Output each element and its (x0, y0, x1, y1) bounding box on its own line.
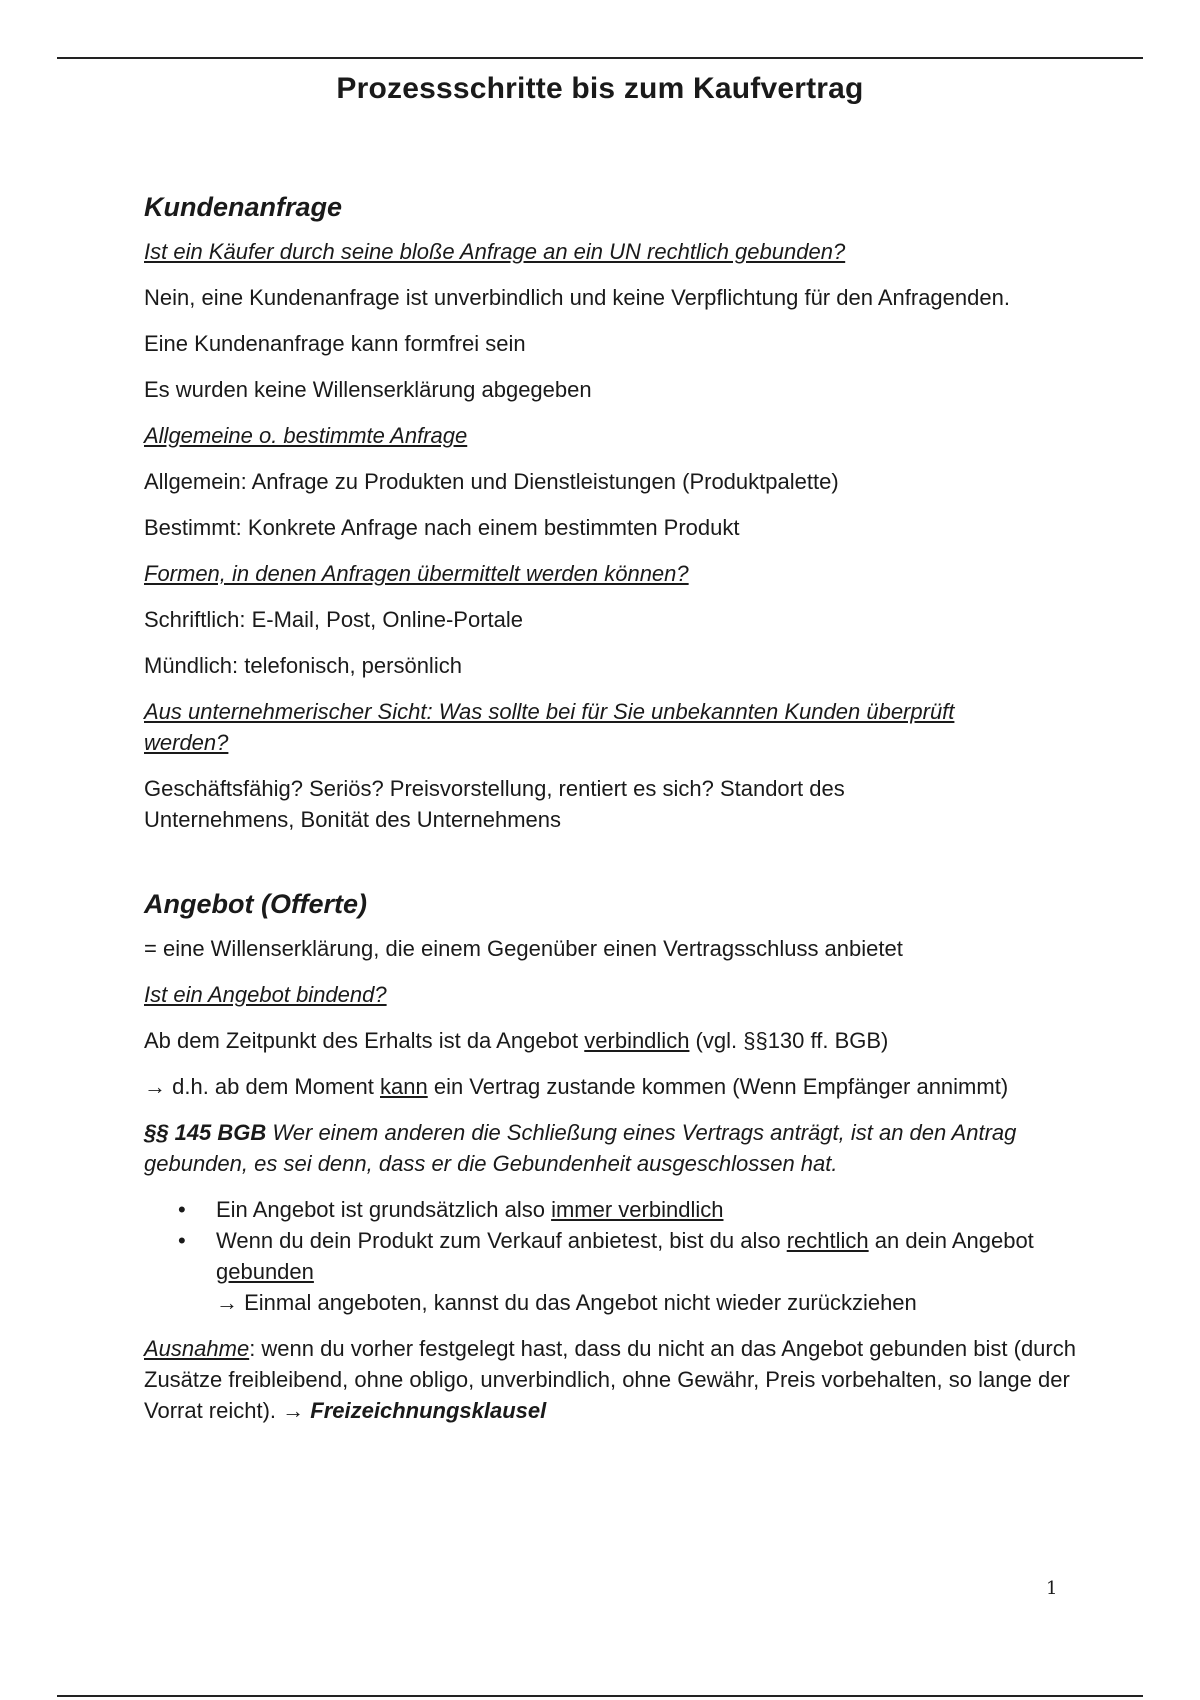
text-segment: (vgl. §§130 ff. BGB) (689, 1028, 889, 1053)
underlined-term: rechtlich (786, 1228, 869, 1253)
law-text: Wer einem anderen die Schließung eines Vertrags anträgt, ist an den Antrag gebunden, es sei denn, dass er die Gebundenheit ausgeschlossen hat. (144, 1120, 1017, 1176)
answer-schriftlich: Schriftlich: E-Mail, Post, Online-Portale (144, 607, 524, 632)
arrow-note: → Einmal angeboten, kannst du das Angebot nicht wieder zurückziehen (216, 1290, 917, 1315)
answer-formfrei: Eine Kundenanfrage kann formfrei sein (144, 331, 526, 356)
answer-willenserklaerung: Es wurden keine Willenserklärung abgegeben (144, 377, 592, 402)
bullet-list (144, 1194, 1104, 1318)
page-title: Prozessschritte bis zum Kaufvertrag (336, 72, 864, 105)
page-number: 1 (1046, 1578, 1058, 1599)
law-reference: §§ 145 BGB (144, 1120, 267, 1145)
text-segment: Ab dem Zeitpunkt des Erhalts ist da Angebot (144, 1028, 585, 1053)
answer-unverbindlich: Nein, eine Kundenanfrage ist unverbindlich und keine Verpflichtung für den Anfragenden. (144, 285, 1010, 310)
underlined-term: kann (380, 1074, 428, 1099)
question-angebot-bindend: Ist ein Angebot bindend? (144, 982, 387, 1007)
top-rule (57, 57, 1143, 59)
answer-muendlich: Mündlich: telefonisch, persönlich (144, 653, 462, 678)
paragraph-zeitpunkt (144, 1025, 1104, 1056)
text-segment: an dein Angebot (868, 1228, 1034, 1253)
law-quote (144, 1117, 1104, 1179)
text-segment: → d.h. ab dem Moment (144, 1074, 380, 1099)
underlined-term: Ausnahme (144, 1336, 250, 1361)
question-formen: Formen, in denen Anfragen übermittelt werden können? (144, 561, 689, 586)
section-heading-angebot: Angebot (Offerte) (144, 889, 367, 919)
text-segment: : wenn du vorher festgelegt hast, dass du nicht an das Angebot gebunden bist (durch Zusätze freibleibend, ohne obligo, unverbindlich, ohne Gewähr, Preis vorbehalten, so lange der Vorrat reicht). → (144, 1336, 1076, 1423)
definition-angebot: = eine Willenserklärung, die einem Gegenüber einen Vertragsschluss anbietet (144, 936, 903, 961)
paragraph-ausnahme (144, 1333, 1104, 1426)
underlined-term: immer verbindlich (551, 1197, 724, 1222)
question-bindung: Ist ein Käufer durch seine bloße Anfrage an ein UN rechtlich gebunden? (144, 239, 846, 264)
underlined-term: gebunden (216, 1259, 314, 1284)
underlined-term: verbindlich (584, 1028, 690, 1053)
bottom-rule (57, 1695, 1143, 1697)
answer-pruefung: Geschäftsfähig? Seriös? Preisvorstellung, rentiert es sich? Standort des Unternehmens, Bonität des Unternehmens (144, 776, 845, 832)
keyword-freizeichnungsklausel: Freizeichnungsklausel (310, 1398, 547, 1423)
section-heading-kundenanfrage: Kundenanfrage (144, 192, 343, 222)
question-anfrage-art: Allgemeine o. bestimmte Anfrage (144, 423, 468, 448)
answer-allgemein: Allgemein: Anfrage zu Produkten und Dienstleistungen (Produktpalette) (144, 469, 839, 494)
list-item (216, 1194, 1104, 1225)
paragraph-vertrag (144, 1071, 1104, 1102)
text-segment: ein Vertrag zustande kommen (Wenn Empfänger annimmt) (427, 1074, 1009, 1099)
question-pruefung: Aus unternehmerischer Sicht: Was sollte bei für Sie unbekannten Kunden überprüft werden? (144, 699, 955, 755)
text-segment: Wenn du dein Produkt zum Verkauf anbietest, bist du also (216, 1228, 787, 1253)
text-segment: Ein Angebot ist grundsätzlich also (216, 1197, 552, 1222)
answer-bestimmt: Bestimmt: Konkrete Anfrage nach einem bestimmten Produkt (144, 515, 740, 540)
list-item (216, 1225, 1104, 1318)
document-body (144, 190, 1104, 1441)
